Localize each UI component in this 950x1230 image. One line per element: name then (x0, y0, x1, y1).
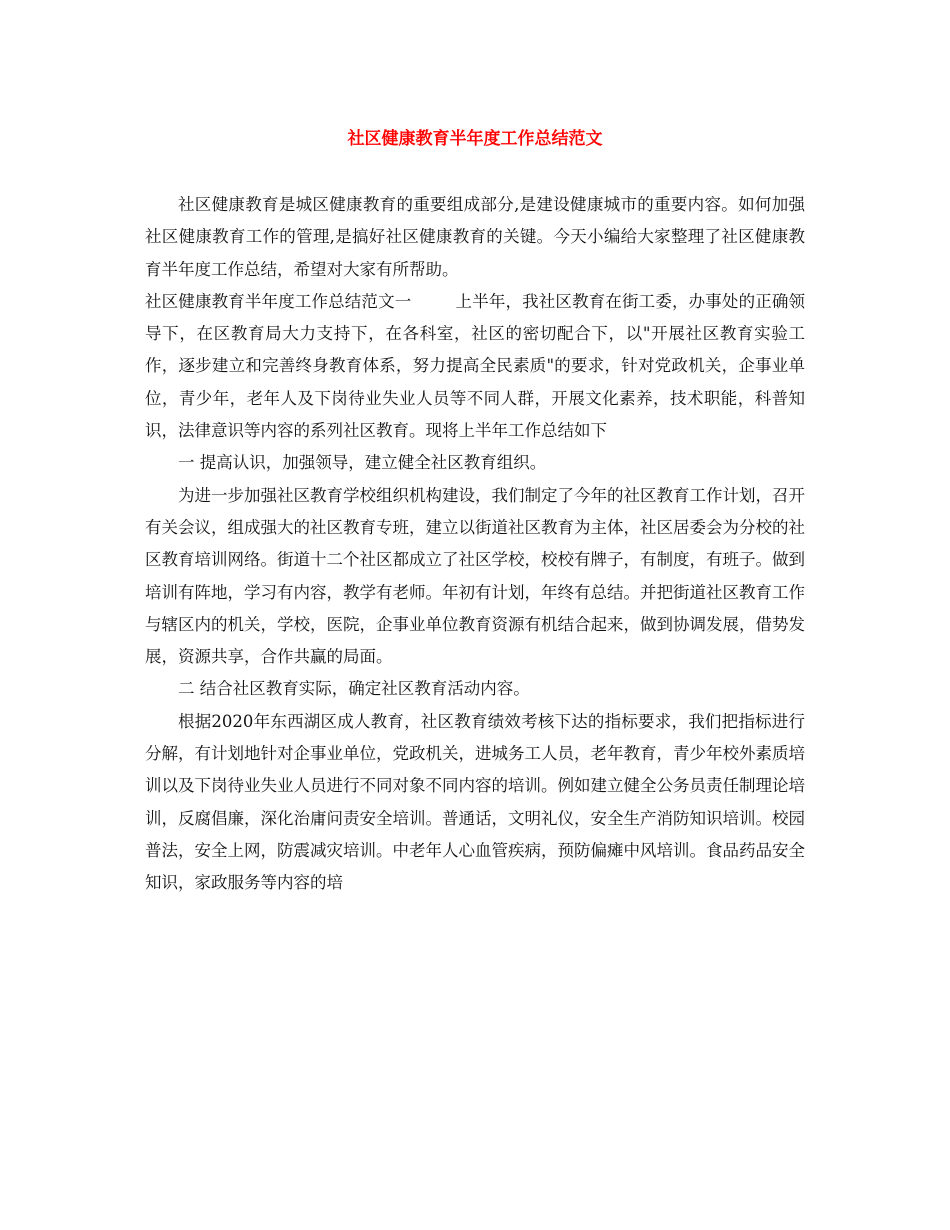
article-paragraph (145, 286, 805, 447)
section-1-heading: 一 提高认识，加强领导，建立健全社区教育组织。 (178, 453, 547, 473)
document-title: 社区健康教育半年度工作总结范文 (347, 129, 603, 149)
article-heading: 社区健康教育半年度工作总结范文一 (145, 291, 412, 311)
intro-paragraph: 社区健康教育是城区健康教育的重要组成部分,是建设健康城市的重要内容。如何加强社区健康教育工作的管理,是搞好社区健康教育的关键。今天小编给大家整理了社区健康教育半年度工作总结，希望对大家有所帮助。 (145, 195, 805, 279)
article-lead: 上半年，我社区教育在街工委，办事处的正确领导下，在区教育局大力支持下，在各科室，社区的密切配合下，以"开展社区教育实验工作，逐步建立和完善终身教育体系，努力提高全民素质"的要求，针对党政机关，企事业单位，青少年，老年人及下岗待业失业人员等不同人群，开展文化素养，技术职能，科普知识，法律意识等内容的系列社区教育。现将上半年工作总结如下 (145, 291, 806, 441)
section-1-body: 为进一步加强社区教育学校组织机构建设，我们制定了今年的社区教育工作计划，召开有关会议，组成强大的社区教育专班，建立以街道社区教育为主体，社区居委会为分校的社区教育培训网络。街道十二个社区都成立了社区学校，校校有牌子，有制度，有班子。做到培训有阵地，学习有内容，教学有老师。年初有计划，年终有总结。并把街道社区教育工作与辖区内的机关，学校，医院，企事业单位教育资源有机结合起来，做到协调发展，借势发展，资源共享，合作共赢的局面。 (145, 485, 805, 667)
section-2-heading: 二 结合社区教育实际，确定社区教育活动内容。 (178, 679, 530, 699)
document-body (145, 189, 805, 900)
section-2-body: 根据2020年东西湖区成人教育，社区教育绩效考核下达的指标要求，我们把指标进行分解，有计划地针对企事业单位，党政机关，进城务工人员，老年教育，青少年校外素质培训以及下岗待业失业人员进行不同对象不同内容的培训。例如建立健全公务员责任制理论培训，反腐倡廉，深化治庸问责安全培训。普通话，文明礼仪，安全生产消防知识培训。校园普法，安全上网，防震减灾培训。中老年人心血管疾病，预防偏瘫中风培训。食品药品安全知识，家政服务等内容的培 (145, 711, 805, 893)
